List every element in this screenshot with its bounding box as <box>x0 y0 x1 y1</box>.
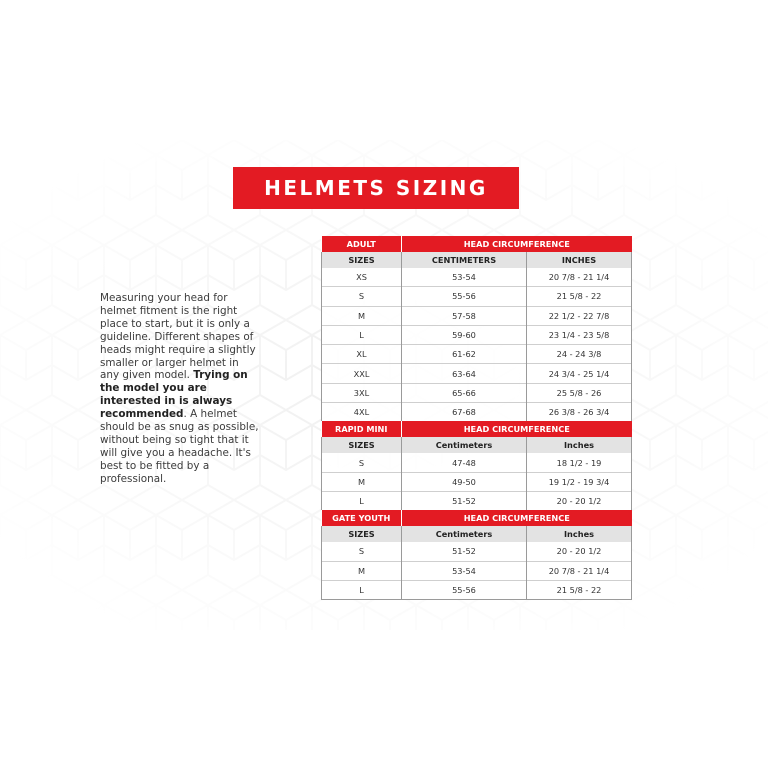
size-cell: S <box>322 542 402 561</box>
table-row <box>322 306 632 325</box>
centimeters-cell: 51-52 <box>402 491 527 510</box>
size-cell: XL <box>322 345 402 364</box>
column-header-centimeters: CENTIMETERS <box>402 252 527 268</box>
inches-cell: 23 1/4 - 23 5/8 <box>527 325 632 344</box>
column-header-inches: Inches <box>527 437 632 453</box>
section-header-adult <box>322 236 632 252</box>
gate-youth-section <box>322 510 632 599</box>
size-cell: L <box>322 491 402 510</box>
column-header-sizes: SIZES <box>322 437 402 453</box>
centimeters-cell: 55-56 <box>402 287 527 306</box>
centimeters-cell: 53-54 <box>402 268 527 287</box>
sizing-description <box>100 292 260 486</box>
centimeters-cell: 63-64 <box>402 364 527 383</box>
column-header-inches: Inches <box>527 526 632 542</box>
size-cell: M <box>322 306 402 325</box>
centimeters-cell: 65-66 <box>402 383 527 402</box>
table-row <box>322 472 632 491</box>
section-label: ADULT <box>322 236 402 252</box>
description-outro: . A helmet should be as snug as possible, without being so tight that it will give you a headache. It's best to be fitted by a professional. <box>100 408 259 485</box>
section-header-gate-youth <box>322 510 632 526</box>
inches-cell: 18 1/2 - 19 <box>527 453 632 472</box>
inches-cell: 24 - 24 3/8 <box>527 345 632 364</box>
inches-cell: 20 - 20 1/2 <box>527 491 632 510</box>
section-header-title: HEAD CIRCUMFERENCE <box>402 236 632 252</box>
size-cell: M <box>322 472 402 491</box>
rapid-mini-section <box>322 421 632 510</box>
centimeters-cell: 51-52 <box>402 542 527 561</box>
table-row <box>322 364 632 383</box>
inches-cell: 20 7/8 - 21 1/4 <box>527 561 632 580</box>
size-cell: S <box>322 287 402 306</box>
section-label: RAPID MINI <box>322 421 402 437</box>
inches-cell: 25 5/8 - 26 <box>527 383 632 402</box>
size-cell: XS <box>322 268 402 287</box>
size-chart-table <box>321 236 632 600</box>
section-header-title: HEAD CIRCUMFERENCE <box>402 510 632 526</box>
size-cell: L <box>322 325 402 344</box>
table-row <box>322 268 632 287</box>
table-row <box>322 325 632 344</box>
centimeters-cell: 61-62 <box>402 345 527 364</box>
table-row <box>322 403 632 422</box>
centimeters-cell: 49-50 <box>402 472 527 491</box>
size-cell: L <box>322 580 402 599</box>
column-header-sizes: SIZES <box>322 252 402 268</box>
table-row <box>322 491 632 510</box>
section-header-title: HEAD CIRCUMFERENCE <box>402 421 632 437</box>
page-title: HELMETS SIZING <box>264 176 488 200</box>
inches-cell: 21 5/8 - 22 <box>527 580 632 599</box>
description-intro: Measuring your head for helmet fitment is the right place to start, but it is only a guideline. Different shapes of heads might require a slightly smaller or larger helmet in any given model. <box>100 292 256 382</box>
centimeters-cell: 67-68 <box>402 403 527 422</box>
size-cell: 3XL <box>322 383 402 402</box>
size-cell: XXL <box>322 364 402 383</box>
section-label: GATE YOUTH <box>322 510 402 526</box>
column-header-inches: INCHES <box>527 252 632 268</box>
table-row <box>322 453 632 472</box>
size-cell: 4XL <box>322 403 402 422</box>
centimeters-cell: 47-48 <box>402 453 527 472</box>
column-header-centimeters: Centimeters <box>402 437 527 453</box>
table-row <box>322 561 632 580</box>
size-cell: M <box>322 561 402 580</box>
column-headers <box>322 252 632 268</box>
table-row <box>322 580 632 599</box>
inches-cell: 24 3/4 - 25 1/4 <box>527 364 632 383</box>
table-row <box>322 542 632 561</box>
table-row <box>322 383 632 402</box>
inches-cell: 20 - 20 1/2 <box>527 542 632 561</box>
column-headers <box>322 526 632 542</box>
description-emphasis: Trying on the model you are interested in is always recommended <box>100 369 248 421</box>
inches-cell: 26 3/8 - 26 3/4 <box>527 403 632 422</box>
column-headers <box>322 437 632 453</box>
centimeters-cell: 57-58 <box>402 306 527 325</box>
inches-cell: 20 7/8 - 21 1/4 <box>527 268 632 287</box>
table-row <box>322 345 632 364</box>
size-cell: S <box>322 453 402 472</box>
column-header-sizes: SIZES <box>322 526 402 542</box>
centimeters-cell: 55-56 <box>402 580 527 599</box>
column-header-centimeters: Centimeters <box>402 526 527 542</box>
inches-cell: 19 1/2 - 19 3/4 <box>527 472 632 491</box>
adult-section <box>322 236 632 421</box>
section-header-rapid-mini <box>322 421 632 437</box>
centimeters-cell: 53-54 <box>402 561 527 580</box>
inches-cell: 22 1/2 - 22 7/8 <box>527 306 632 325</box>
table-row <box>322 287 632 306</box>
centimeters-cell: 59-60 <box>402 325 527 344</box>
title-banner <box>233 167 519 209</box>
inches-cell: 21 5/8 - 22 <box>527 287 632 306</box>
